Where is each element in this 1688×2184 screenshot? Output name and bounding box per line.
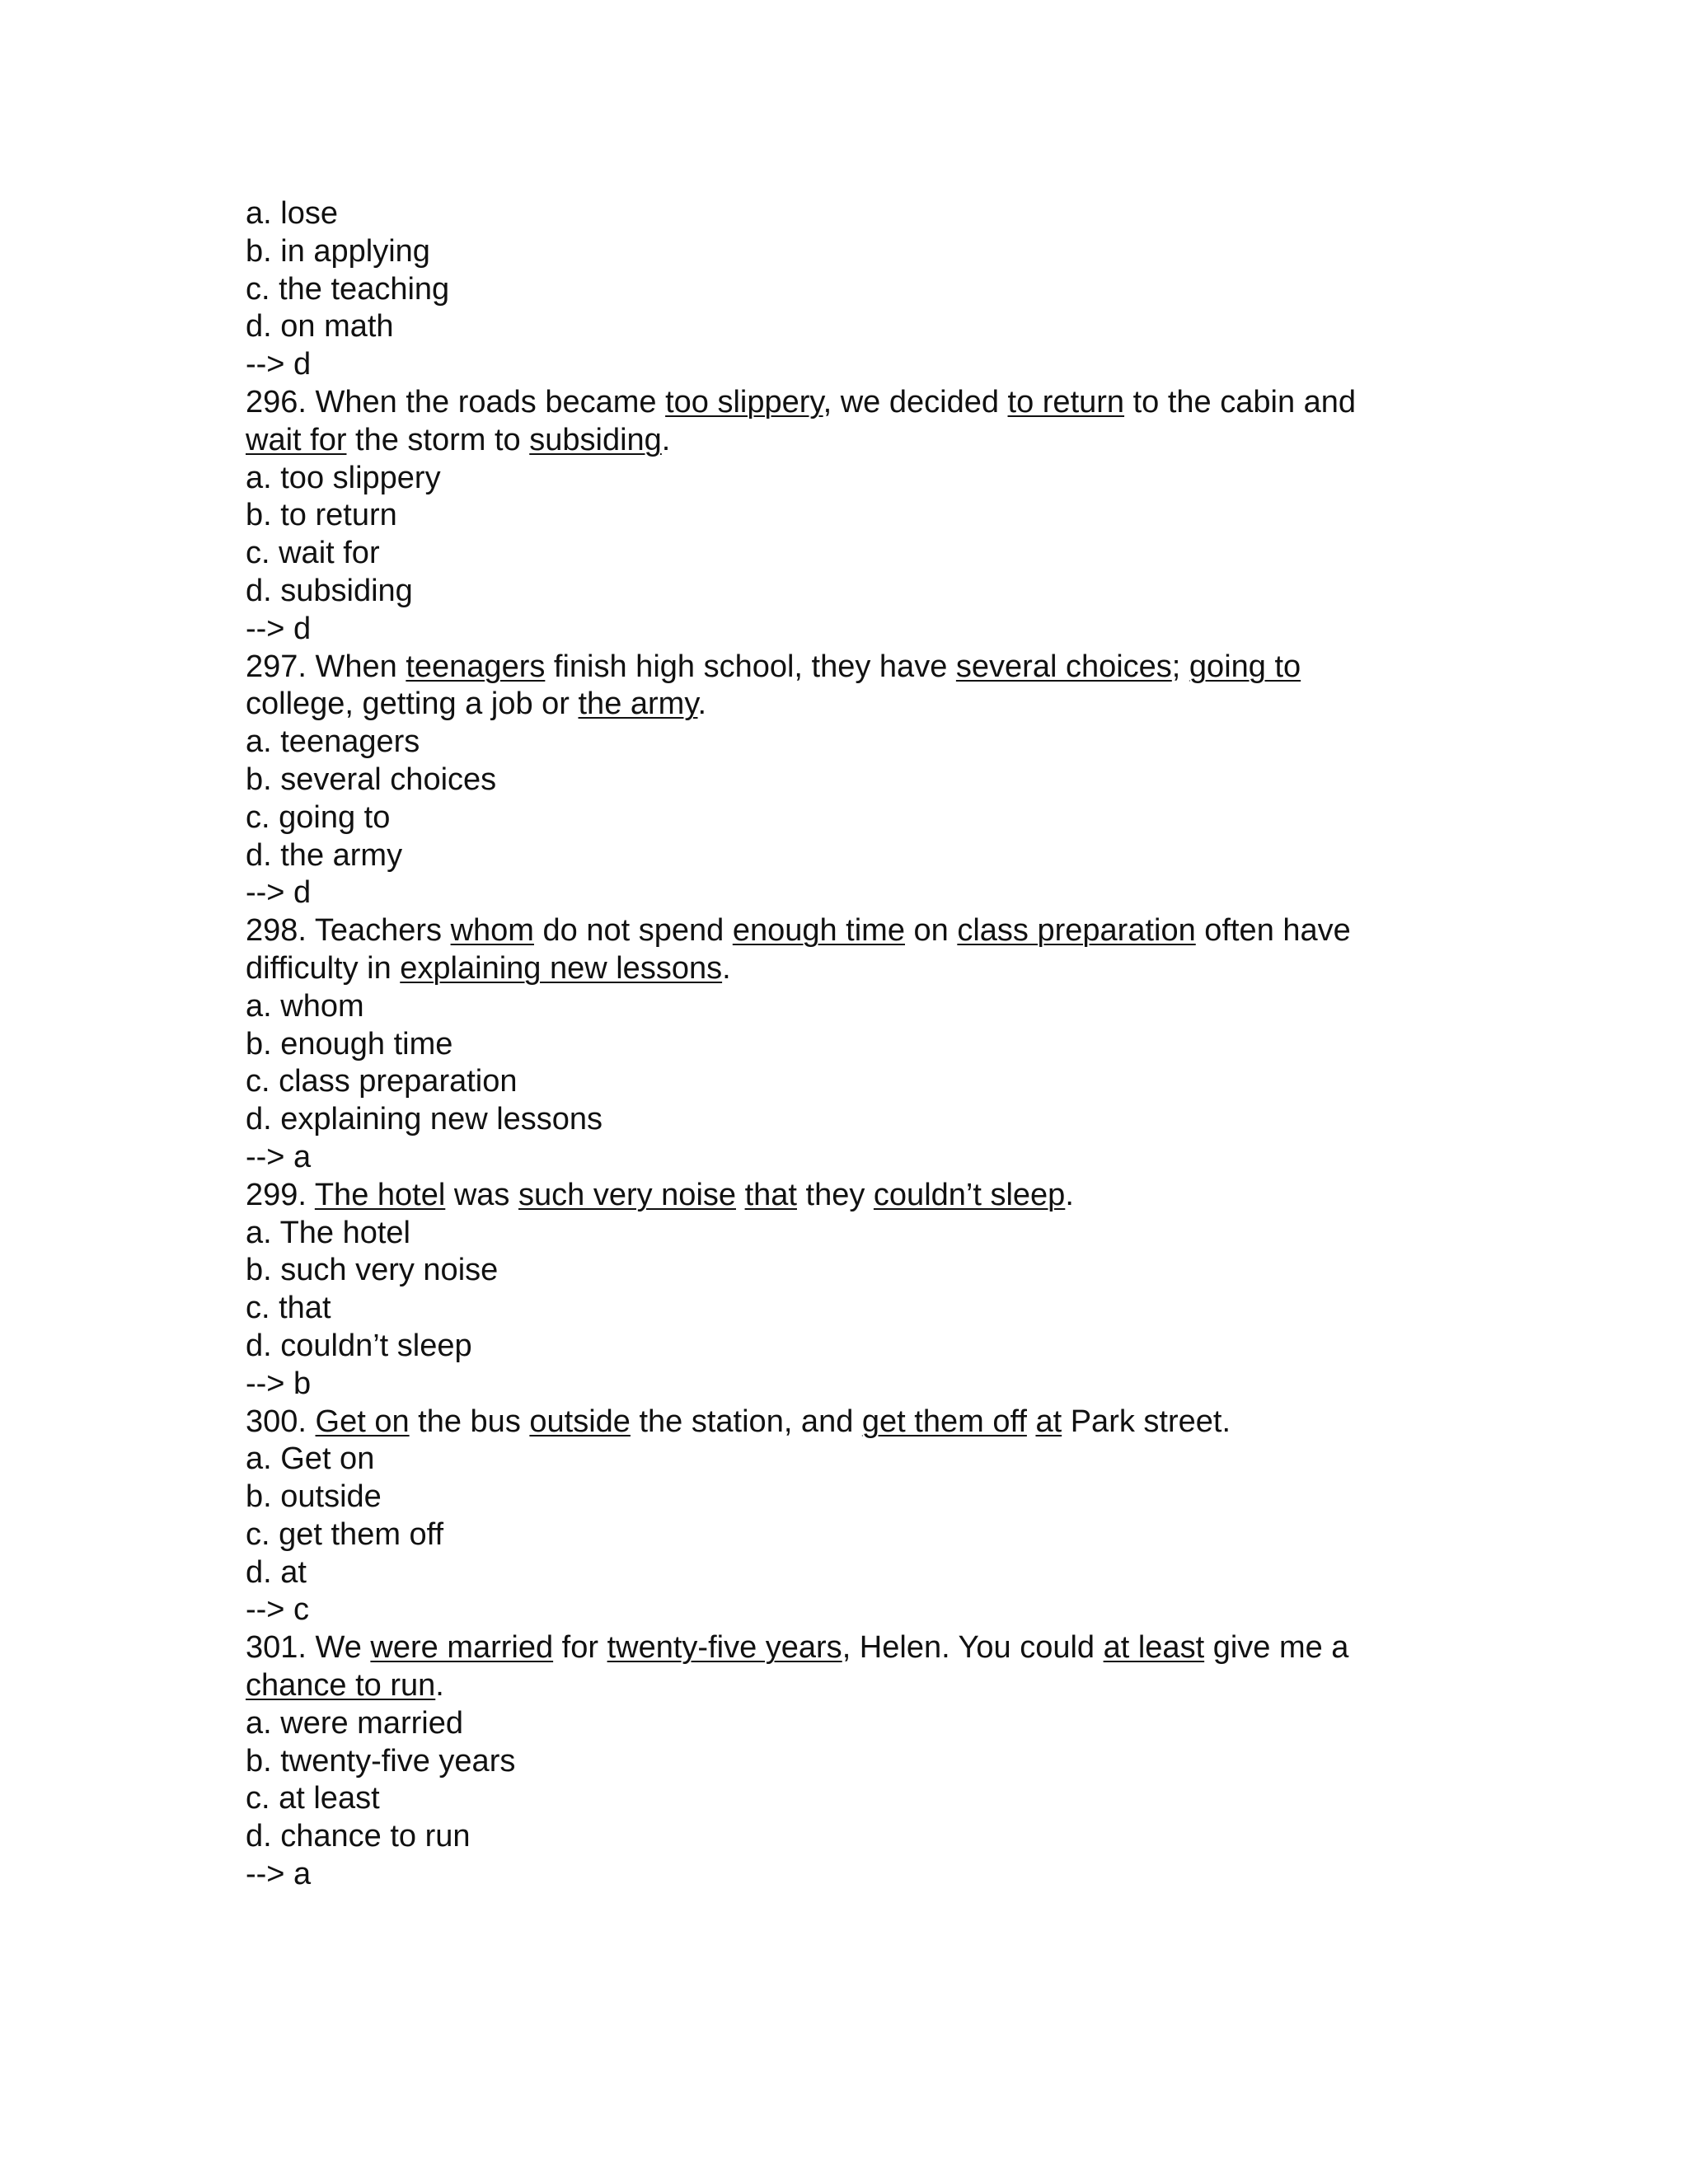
text-segment: a. too slippery: [246, 460, 441, 495]
underlined-phrase: several choices: [955, 649, 1172, 684]
text-segment: b. to return: [246, 498, 397, 533]
text-segment: d. at: [246, 1554, 307, 1590]
text-segment: --> d: [246, 875, 312, 911]
text-line: [246, 573, 1449, 611]
text-segment: college, getting a job or: [246, 687, 579, 722]
text-segment: often have: [1195, 913, 1351, 949]
text-segment: --> a: [246, 1857, 312, 1892]
text-line: [246, 460, 1449, 498]
text-segment: .: [722, 950, 731, 986]
underlined-phrase: class preparation: [957, 913, 1196, 949]
text-line: [246, 1591, 1449, 1629]
underlined-phrase: were married: [370, 1630, 554, 1666]
text-line: [246, 308, 1449, 346]
text-segment: 301. We: [246, 1630, 371, 1666]
text-line: [246, 384, 1449, 422]
underlined-phrase: couldn’t sleep: [873, 1177, 1066, 1212]
text-line: [246, 233, 1449, 271]
text-segment: .: [697, 687, 707, 722]
text-line: [246, 497, 1449, 535]
underlined-phrase: outside: [529, 1404, 631, 1439]
underlined-phrase: teenagers: [406, 649, 546, 684]
text-segment: .: [661, 422, 671, 457]
text-line: [246, 611, 1449, 649]
text-segment: give me a: [1204, 1630, 1349, 1666]
text-segment: c. class preparation: [246, 1064, 518, 1099]
text-line: [246, 1290, 1449, 1328]
underlined-phrase: get them off: [861, 1404, 1027, 1439]
text-line: [246, 837, 1449, 875]
text-line: [246, 195, 1449, 233]
text-segment: ;: [1171, 649, 1189, 684]
text-segment: 299.: [246, 1177, 315, 1212]
text-line: [246, 1026, 1449, 1064]
text-segment: the bus: [409, 1404, 530, 1439]
text-segment: 298. Teachers: [246, 913, 451, 949]
text-line: [246, 762, 1449, 799]
text-line: [246, 1629, 1449, 1667]
text-segment: , we decided: [823, 384, 1008, 419]
text-line: [246, 649, 1449, 687]
text-line: [246, 1441, 1449, 1479]
text-line: [246, 1705, 1449, 1743]
text-segment: d. couldn’t sleep: [246, 1328, 472, 1363]
text-segment: for: [553, 1630, 607, 1666]
underlined-phrase: explaining new lessons: [400, 950, 723, 986]
text-segment: [1027, 1404, 1036, 1439]
text-line: [246, 1177, 1449, 1215]
text-segment: on: [904, 913, 958, 949]
text-segment: Park street.: [1062, 1404, 1231, 1439]
text-segment: 296. When the roads became: [246, 384, 666, 419]
text-segment: .: [1065, 1177, 1074, 1212]
underlined-phrase: Get on: [315, 1404, 410, 1439]
underlined-phrase: going to: [1189, 649, 1301, 684]
underlined-phrase: chance to run: [246, 1668, 436, 1704]
text-segment: a. were married: [246, 1705, 463, 1741]
text-line: [246, 1328, 1449, 1366]
text-line: [246, 1366, 1449, 1404]
underlined-phrase: too slippery: [665, 384, 823, 419]
text-segment: d. explaining new lessons: [246, 1102, 603, 1137]
underlined-phrase: to return: [1007, 384, 1125, 419]
underlined-phrase: at: [1035, 1404, 1062, 1439]
text-line: [246, 912, 1449, 950]
text-segment: a. lose: [246, 196, 338, 231]
text-segment: 297. When: [246, 649, 406, 684]
underlined-phrase: that: [744, 1177, 797, 1212]
text-line: [246, 1063, 1449, 1101]
text-segment: c. going to: [246, 799, 391, 835]
underlined-phrase: subsiding: [529, 422, 662, 457]
text-segment: --> a: [246, 1139, 312, 1174]
text-segment: a. whom: [246, 988, 364, 1024]
text-segment: b. several choices: [246, 762, 497, 797]
text-segment: a. The hotel: [246, 1215, 411, 1250]
text-line: [246, 1101, 1449, 1139]
text-line: [246, 724, 1449, 762]
text-segment: --> d: [246, 347, 312, 382]
text-segment: difficulty in: [246, 950, 401, 986]
text-segment: a. Get on: [246, 1441, 375, 1477]
text-line: [246, 1554, 1449, 1592]
text-segment: b. such very noise: [246, 1253, 499, 1288]
text-segment: --> b: [246, 1366, 312, 1401]
text-segment: finish high school, they have: [545, 649, 956, 684]
underlined-phrase: enough time: [732, 913, 905, 949]
text-line: [246, 1516, 1449, 1554]
text-line: [246, 686, 1449, 724]
underlined-phrase: wait for: [246, 422, 347, 457]
text-segment: a. teenagers: [246, 724, 420, 760]
text-line: [246, 950, 1449, 988]
text-line: [246, 799, 1449, 837]
text-segment: , Helen. You could: [842, 1630, 1104, 1666]
text-segment: b. outside: [246, 1479, 382, 1515]
text-line: [246, 422, 1449, 460]
text-segment: to the cabin and: [1124, 384, 1357, 419]
text-line: [246, 874, 1449, 912]
text-line: [246, 988, 1449, 1026]
text-segment: c. that: [246, 1291, 331, 1326]
text-line: [246, 1479, 1449, 1516]
text-segment: they: [796, 1177, 874, 1212]
text-segment: c. wait for: [246, 536, 380, 571]
text-line: [246, 1856, 1449, 1894]
text-segment: was: [445, 1177, 518, 1212]
text-segment: c. get them off: [246, 1516, 444, 1552]
text-segment: --> d: [246, 611, 312, 646]
text-segment: [736, 1178, 745, 1212]
text-segment: the station, and: [630, 1404, 862, 1439]
text-line: [246, 1743, 1449, 1781]
text-segment: d. subsiding: [246, 573, 413, 608]
text-segment: b. twenty-five years: [246, 1743, 516, 1779]
text-segment: b. enough time: [246, 1026, 453, 1062]
text-line: [246, 1404, 1449, 1441]
text-line: [246, 535, 1449, 573]
text-segment: c. at least: [246, 1781, 380, 1816]
text-segment: c. the teaching: [246, 271, 450, 307]
underlined-phrase: the army: [578, 687, 698, 722]
text-segment: d. chance to run: [246, 1819, 471, 1854]
text-segment: d. on math: [246, 309, 394, 344]
text-line: [246, 1780, 1449, 1818]
text-line: [246, 1139, 1449, 1177]
text-line: [246, 346, 1449, 384]
text-segment: do not spend: [533, 913, 733, 949]
text-line: [246, 1215, 1449, 1253]
text-segment: --> c: [246, 1592, 310, 1628]
text-line: [246, 271, 1449, 309]
text-segment: the storm to: [346, 422, 530, 457]
underlined-phrase: such very noise: [518, 1177, 737, 1212]
underlined-phrase: whom: [450, 913, 534, 949]
text-segment: 300.: [246, 1404, 316, 1439]
underlined-phrase: twenty-five years: [607, 1630, 842, 1666]
underlined-phrase: at least: [1103, 1630, 1205, 1666]
underlined-phrase: The hotel: [314, 1177, 446, 1212]
text-segment: d. the army: [246, 837, 403, 873]
text-line: [246, 1818, 1449, 1856]
text-segment: .: [435, 1668, 444, 1704]
text-line: [246, 1252, 1449, 1290]
text-line: [246, 1667, 1449, 1705]
document-page: [246, 195, 1449, 1894]
text-segment: b. in applying: [246, 233, 430, 269]
